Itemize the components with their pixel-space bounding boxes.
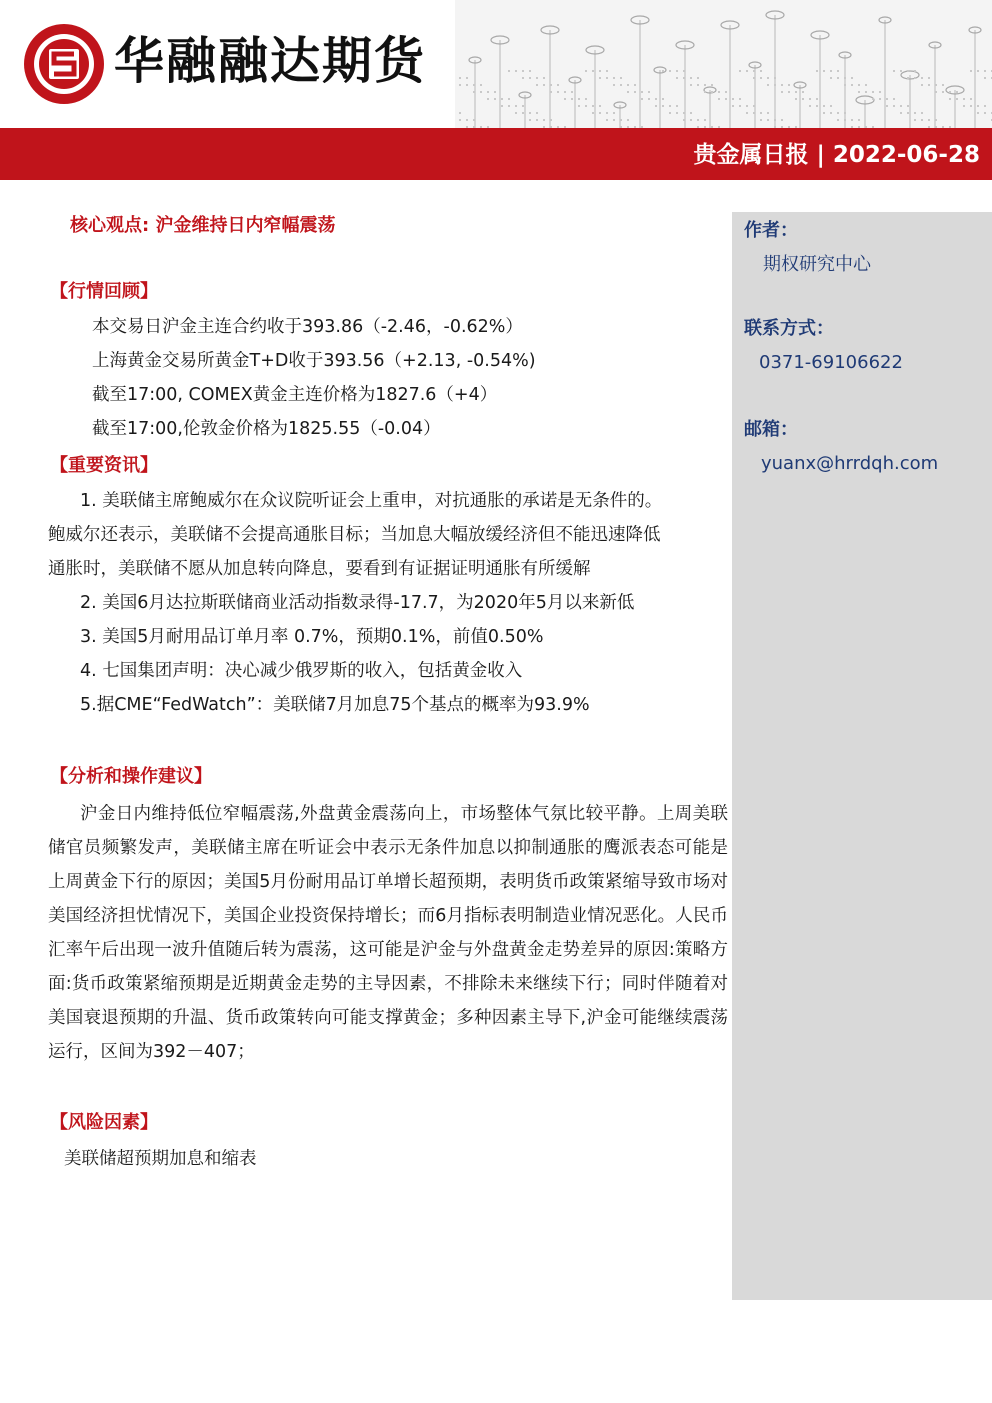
deco-dot [522,77,524,79]
deco-dot [844,84,846,86]
deco-dot [725,98,727,100]
deco-dot [753,105,755,107]
deco-dot [970,105,972,107]
deco-dot [837,119,839,121]
deco-dot [466,119,468,121]
deco-dot [732,98,734,100]
deco-dot [872,98,874,100]
deco-dot [669,105,671,107]
deco-dot [795,91,797,93]
deco-dot [620,84,622,86]
deco-dot [459,119,461,121]
deco-dot [977,105,979,107]
deco-dot [627,91,629,93]
deco-dot [858,119,860,121]
deco-dot [606,112,608,114]
market-review-line: 截至17:00,伦敦金价格为1825.55（-0.04） [92,419,441,439]
deco-dot [921,119,923,121]
deco-dot [823,70,825,72]
deco-dot [844,112,846,114]
deco-dot [788,84,790,86]
deco-dot [774,77,776,79]
deco-dot [830,112,832,114]
deco-dot [550,91,552,93]
deco-dot [984,105,986,107]
deco-dot [711,91,713,93]
deco-dot [676,70,678,72]
deco-dot [774,119,776,121]
deco-dot [900,112,902,114]
deco-dot [816,105,818,107]
email-address: yuanx@hrrdqh.com [761,453,939,474]
deco-dot [739,70,741,72]
deco-dot [725,91,727,93]
deco-dot [669,70,671,72]
deco-dot [767,112,769,114]
deco-dot [585,98,587,100]
deco-dot [536,112,538,114]
deco-dot [914,119,916,121]
deco-dot [592,105,594,107]
report-title: 贵金属日报 | 2022-06-28 [693,142,980,168]
market-review-line: 本交易日沪金主连合约收于393.86（-2.46，-0.62%） [92,317,523,337]
deco-dot [984,112,986,114]
deco-dot [781,91,783,93]
news-item-1-line: 通胀时，美联储不愿从加息转向降息，要看到有证据证明通胀有所缓解 [48,559,591,579]
deco-dot [634,84,636,86]
deco-dot [816,98,818,100]
deco-dot [823,112,825,114]
deco-dot [662,105,664,107]
deco-dot [886,98,888,100]
deco-dot [851,77,853,79]
deco-dot [690,77,692,79]
deco-dot [900,70,902,72]
deco-dot [760,119,762,121]
deco-dot [676,105,678,107]
deco-dot [501,105,503,107]
deco-dot [494,91,496,93]
deco-dot [613,112,615,114]
deco-dot [900,105,902,107]
news-item: 3. 美国5月耐用品订单月率 0.7%，预期0.1%，前值0.50% [80,627,544,647]
deco-dot [984,77,986,79]
deco-dot [676,77,678,79]
deco-dot [697,84,699,86]
deco-dot [949,91,951,93]
deco-dot [522,112,524,114]
deco-dot [823,105,825,107]
company-logo-icon [22,22,106,106]
deco-dot [928,77,930,79]
deco-dot [515,112,517,114]
deco-dot [907,105,909,107]
deco-dot [956,98,958,100]
deco-dot [683,70,685,72]
deco-dot [942,91,944,93]
deco-dot [690,112,692,114]
deco-dot [970,70,972,72]
deco-dot [578,105,580,107]
company-name: 华融融达期货 [114,32,426,90]
deco-dot [459,77,461,79]
deco-dot [830,105,832,107]
deco-dot [928,84,930,86]
deco-dot [774,84,776,86]
contact-label: 联系方式： [744,318,834,339]
deco-dot [571,91,573,93]
deco-dot [942,84,944,86]
deco-dot [753,70,755,72]
deco-dot [606,119,608,121]
author-sidebar [732,212,992,1300]
core-view-heading: 核心观点: 沪金维持日内窄幅震荡 [70,215,336,236]
deco-dot [809,105,811,107]
deco-dot [627,119,629,121]
deco-dot [522,70,524,72]
deco-dot [914,112,916,114]
deco-dot [606,77,608,79]
deco-dot [893,105,895,107]
deco-dot [921,77,923,79]
deco-dot [550,119,552,121]
deco-dot [676,112,678,114]
deco-dot [578,98,580,100]
phone-number: 0371-69106622 [759,352,903,373]
deco-dot [914,70,916,72]
deco-dot [739,105,741,107]
deco-dot [564,98,566,100]
email-label: 邮箱： [744,419,798,440]
deco-dot [669,112,671,114]
deco-dot [886,105,888,107]
deco-dot [802,91,804,93]
deco-dot [508,98,510,100]
deco-dot [536,77,538,79]
deco-dot [690,84,692,86]
deco-dot [690,119,692,121]
deco-dot [648,91,650,93]
deco-dot [599,77,601,79]
deco-dot [627,84,629,86]
news-item: 5.据CME“FedWatch”：美联储7月加息75个基点的概率为93.9% [80,695,590,715]
deco-dot [746,105,748,107]
deco-dot [599,112,601,114]
deco-dot [494,98,496,100]
deco-dot [963,98,965,100]
deco-dot [473,91,475,93]
deco-dot [767,119,769,121]
deco-dot [830,77,832,79]
deco-dot [795,98,797,100]
news-heading: 【重要资讯】 [50,455,158,476]
deco-dot [767,84,769,86]
deco-dot [879,98,881,100]
deco-dot [907,112,909,114]
deco-dot [753,112,755,114]
analysis-heading: 【分析和操作建议】 [50,766,212,787]
deco-dot [662,98,664,100]
deco-dot [984,70,986,72]
news-item-1-line: 鲍威尔还表示，美联储不会提高通胀目标；当加息大幅放缓经济但不能迅速降低 [48,525,661,545]
deco-dot [837,112,839,114]
deco-dot [921,84,923,86]
deco-dot [655,98,657,100]
deco-dot [501,98,503,100]
deco-dot [529,112,531,114]
deco-dot [543,84,545,86]
deco-dot [858,91,860,93]
deco-dot [809,98,811,100]
deco-dot [606,70,608,72]
deco-dot [515,105,517,107]
news-item: 2. 美国6月达拉斯联储商业活动指数录得-17.7，为2020年5月以来新低 [80,593,635,613]
deco-dot [508,105,510,107]
deco-dot [529,70,531,72]
deco-dot [662,70,664,72]
deco-dot [718,98,720,100]
deco-dot [571,98,573,100]
deco-dot [508,70,510,72]
deco-dot [697,119,699,121]
deco-dot [557,84,559,86]
deco-dot [557,91,559,93]
deco-dot [746,112,748,114]
deco-dot [732,105,734,107]
deco-dot [914,77,916,79]
deco-dot [837,70,839,72]
news-item: 4. 七国集团声明：决心减少俄罗斯的收入，包括黄金收入 [80,661,523,681]
deco-dot [487,91,489,93]
market-review-line: 截至17:00, COMEX黄金主连价格为1827.6（+4） [92,385,498,405]
deco-dot [739,98,741,100]
deco-dot [515,70,517,72]
deco-dot [599,105,601,107]
deco-dot [935,119,937,121]
deco-dot [816,70,818,72]
deco-dot [459,112,461,114]
deco-dot [704,119,706,121]
deco-dot [746,70,748,72]
deco-dot [935,91,937,93]
deco-dot [879,91,881,93]
deco-dot [466,77,468,79]
deco-dot [536,119,538,121]
deco-dot [956,91,958,93]
risk-text: 美联储超预期加息和缩表 [64,1149,257,1169]
deco-dot [970,98,972,100]
deco-dot [893,70,895,72]
deco-dot [459,84,461,86]
deco-dot [550,84,552,86]
risk-heading: 【风险因素】 [50,1112,158,1133]
deco-dot [753,77,755,79]
deco-dot [634,91,636,93]
author-name: 期权研究中心 [763,254,871,275]
deco-dot [760,70,762,72]
author-label: 作者： [744,220,798,241]
deco-dot [655,105,657,107]
deco-dot [907,77,909,79]
deco-dot [767,77,769,79]
deco-dot [788,91,790,93]
deco-dot [613,77,615,79]
deco-dot [473,119,475,121]
deco-dot [529,119,531,121]
deco-dot [949,98,951,100]
deco-dot [781,119,783,121]
market-review-line: 上海黄金交易所黄金T+D收于393.56（+2.13, -0.54%) [92,351,536,371]
deco-dot [480,91,482,93]
page-header [0,0,992,128]
deco-dot [585,70,587,72]
deco-dot [802,98,804,100]
deco-dot [704,84,706,86]
deco-dot [760,77,762,79]
deco-dot [592,70,594,72]
deco-dot [718,91,720,93]
deco-dot [977,70,979,72]
deco-dot [935,84,937,86]
deco-dot [711,84,713,86]
deco-dot [564,91,566,93]
deco-dot [487,98,489,100]
analysis-paragraph: 沪金日内维持低位窄幅震荡,外盘黄金震荡向上，市场整体气氛比较平静。上周美联储官员频繁发声，美联储主席在听证会中表示无条件加息以抑制通胀的鹰派表态可能是上周黄金下行的原因；美国5月份耐用品订单增长超预期，表明货币政策紧缩导致市场对美国经济担忧情况下，美国企业投资保持增长；而6月指标表明制造业情况恶化。人民币汇率午后出现一波升值随后转为震荡，这可能是沪金与外盘黄金走势差异的原因:策略方面:货币政策紧缩预期是近期黄金走势的主导因素，不排除未来继续下行；同时伴随着对美国衰退预期的升温、货币政策转向可能支撑黄金；多种因素主导下,沪金可能继续震荡运行，区间为392－407； [48,804,728,1062]
deco-dot [683,112,685,114]
deco-dot [592,112,594,114]
deco-dot [543,77,545,79]
deco-dot [893,98,895,100]
deco-dot [921,112,923,114]
deco-dot [620,119,622,121]
deco-dot [585,105,587,107]
deco-dot [844,77,846,79]
deco-dot [907,70,909,72]
deco-dot [928,119,930,121]
deco-dot [641,91,643,93]
deco-dot [543,119,545,121]
deco-dot [620,77,622,79]
deco-dot [466,84,468,86]
deco-dot [473,84,475,86]
deco-dot [865,84,867,86]
deco-dot [480,84,482,86]
deco-dot [781,84,783,86]
deco-dot [641,98,643,100]
deco-dot [683,119,685,121]
deco-dot [529,77,531,79]
deco-dot [844,119,846,121]
deco-dot [613,119,615,121]
deco-dot [830,70,832,72]
deco-dot [683,77,685,79]
deco-dot [858,84,860,86]
deco-dot [760,112,762,114]
deco-dot [872,91,874,93]
deco-dot [977,112,979,114]
deco-dot [613,84,615,86]
deco-dot [837,77,839,79]
deco-dot [648,98,650,100]
deco-dot [599,70,601,72]
decorative-pattern [455,0,992,128]
news-item-1-line: 1. 美联储主席鲍威尔在众议院听证会上重申，对抗通胀的承诺是无条件的。 [80,491,663,511]
market-review-heading: 【行情回顾】 [50,281,158,302]
deco-dot [697,77,699,79]
deco-dot [704,91,706,93]
deco-dot [536,84,538,86]
deco-dot [851,84,853,86]
deco-dot [865,91,867,93]
deco-dot [851,119,853,121]
deco-dot [963,105,965,107]
deco-dot [522,105,524,107]
